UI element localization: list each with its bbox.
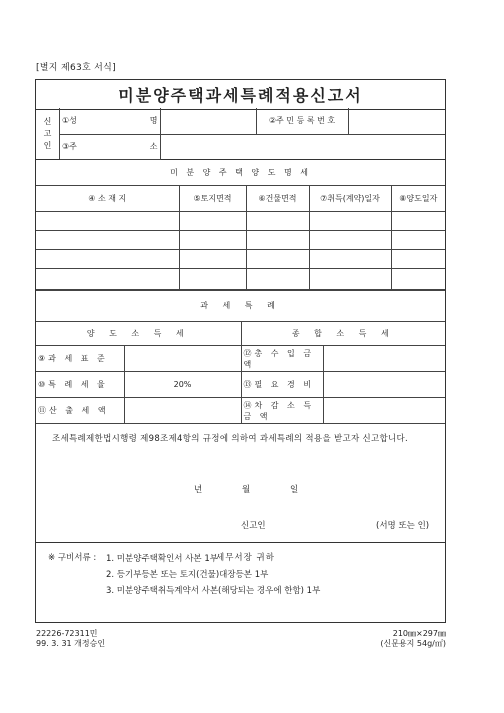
cell-location[interactable] bbox=[36, 268, 179, 290]
form-title: 미분양주택과세특례적용신고서 bbox=[36, 80, 445, 110]
tax-special-table bbox=[36, 289, 445, 424]
tax-base-field[interactable] bbox=[124, 346, 241, 372]
transfer-income-tax-header: 양 도 소 득 세 bbox=[36, 322, 241, 346]
table-row bbox=[36, 211, 445, 230]
applicant-sign-label: 신고인 bbox=[241, 521, 266, 531]
cell-land-area[interactable] bbox=[179, 211, 246, 230]
cell-acquisition-date[interactable] bbox=[309, 230, 391, 249]
table-row bbox=[36, 249, 445, 268]
attachments-list bbox=[106, 551, 320, 599]
cell-acquisition-date[interactable] bbox=[309, 211, 391, 230]
applicant-side-label: 신 고 인 bbox=[36, 108, 60, 159]
attachments-block bbox=[36, 543, 445, 624]
name-label: ①성 bbox=[62, 116, 77, 126]
signature-placeholder[interactable]: (서명 또는 인) bbox=[376, 521, 430, 531]
cell-transfer-date[interactable] bbox=[391, 230, 445, 249]
address-field[interactable] bbox=[160, 134, 445, 159]
cell-building-area[interactable] bbox=[246, 268, 309, 290]
form-frame bbox=[35, 79, 446, 623]
address-label: ③주 bbox=[62, 142, 77, 151]
declaration-text: 조세특례제한법시행령 제98조제4항의 규정에 의하여 과세특례의 적용을 받고자 신고합니다. bbox=[52, 434, 409, 444]
computed-tax-label: ⑪산 출 세 액 bbox=[36, 398, 124, 424]
global-income-tax-header: 종 합 소 득 세 bbox=[241, 322, 445, 346]
form-code: 22226-72311민 bbox=[36, 629, 98, 638]
col-building-area: ⑥건물면적 bbox=[246, 185, 309, 211]
address-suffix: 소 bbox=[149, 142, 158, 151]
total-revenue-label: ⑫총 수 입 금 액 bbox=[241, 346, 323, 372]
table-row bbox=[36, 268, 445, 290]
cell-location[interactable] bbox=[36, 211, 179, 230]
date-month-label: 월 bbox=[242, 485, 251, 495]
cell-location[interactable] bbox=[36, 230, 179, 249]
table-row bbox=[36, 230, 445, 249]
list-item: 2. 등기부등본 또는 토지(건물)대장등본 1부 bbox=[106, 570, 269, 580]
cell-transfer-date[interactable] bbox=[391, 249, 445, 268]
name-suffix: 명 bbox=[149, 116, 158, 126]
cell-transfer-date[interactable] bbox=[391, 211, 445, 230]
col-acquisition-date: ⑦취득(계약)일자 bbox=[309, 185, 391, 211]
col-land-area: ⑤토지면적 bbox=[179, 185, 246, 211]
computed-tax-field[interactable] bbox=[124, 398, 241, 424]
tax-special-header: 과 세 특 례 bbox=[36, 290, 445, 322]
applicant-block bbox=[36, 108, 445, 160]
resident-number-field[interactable] bbox=[348, 108, 445, 134]
transfer-table bbox=[36, 160, 445, 291]
tax-base-label: ⑨과 세 표 준 bbox=[36, 346, 124, 372]
paper-size: 210㎜×297㎜ bbox=[392, 629, 446, 638]
cell-building-area[interactable] bbox=[246, 230, 309, 249]
date-day-label: 일 bbox=[290, 485, 299, 495]
necessary-expense-label: ⑬필 요 경 비 bbox=[241, 372, 323, 398]
cell-acquisition-date[interactable] bbox=[309, 249, 391, 268]
cell-transfer-date[interactable] bbox=[391, 268, 445, 290]
cell-acquisition-date[interactable] bbox=[309, 268, 391, 290]
list-item: 1. 미분양주택확인서 사본 1부 bbox=[106, 554, 218, 564]
name-field[interactable] bbox=[160, 108, 256, 134]
cell-land-area[interactable] bbox=[179, 268, 246, 290]
attachments-label: ※ 구비서류 : bbox=[48, 553, 97, 563]
special-rate-value[interactable]: 20% bbox=[124, 372, 241, 398]
cell-building-area[interactable] bbox=[246, 211, 309, 230]
col-location: ④ 소 재 지 bbox=[36, 185, 179, 211]
recipient-label: 세무서장 귀하 bbox=[216, 553, 275, 563]
paper-type: (신문용지 54g/㎡) bbox=[380, 639, 446, 648]
applicant-table bbox=[60, 108, 445, 160]
necessary-expense-field[interactable] bbox=[323, 372, 445, 398]
form-label: [별지 제63호 서식] bbox=[36, 63, 116, 73]
cell-land-area[interactable] bbox=[179, 230, 246, 249]
net-income-label: ⑭차 감 소 득 금 액 bbox=[241, 398, 323, 424]
total-revenue-field[interactable] bbox=[323, 346, 445, 372]
cell-location[interactable] bbox=[36, 249, 179, 268]
cell-land-area[interactable] bbox=[179, 249, 246, 268]
net-income-field[interactable] bbox=[323, 398, 445, 424]
approval-date: 99. 3. 31 개정승인 bbox=[36, 639, 106, 648]
list-item: 3. 미분양주택취득계약서 사본(해당되는 경우에 한함) 1부 bbox=[106, 586, 321, 596]
special-rate-label: ⑩특 례 세 율 bbox=[36, 372, 124, 398]
cell-building-area[interactable] bbox=[246, 249, 309, 268]
col-transfer-date: ⑧양도일자 bbox=[391, 185, 445, 211]
date-year-label: 년 bbox=[194, 485, 203, 495]
transfer-section-header: 미 분 양 주 택 양 도 명 세 bbox=[36, 160, 445, 185]
resident-number-label: ②주 민 등 록 번 호 bbox=[256, 108, 348, 134]
